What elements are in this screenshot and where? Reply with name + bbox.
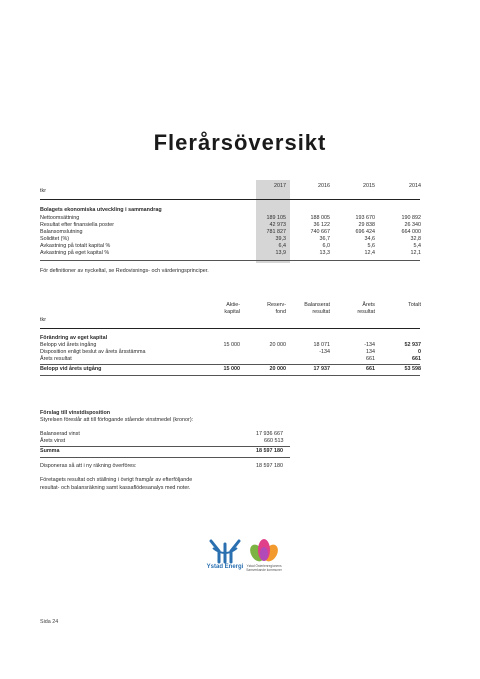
header-line: kapital — [224, 309, 240, 315]
header-line: Aktie- — [226, 302, 240, 308]
header-line: fond — [275, 309, 286, 315]
row-label: Belopp vid årets ingång — [40, 342, 97, 348]
row-label: Avkastning på eget kapital % — [40, 250, 110, 256]
list-item — [40, 438, 290, 445]
list-item — [40, 463, 290, 470]
closing-text: resultat- och balansräkning samt kassaflödesanalys med noter. — [40, 485, 191, 491]
row-label: Disponeras så att i ny räkning överföres: — [40, 463, 137, 469]
section-heading: Förändring av eget kapital — [40, 335, 108, 341]
header-line: Reserv- — [267, 302, 286, 308]
cell: 12,4 — [364, 250, 375, 256]
header-line: resultat — [357, 309, 375, 315]
header-line: Totalt — [408, 302, 421, 308]
table-row — [40, 356, 420, 363]
table-row — [40, 243, 420, 250]
partner-logo-text — [244, 564, 284, 572]
row-label: Disposition enligt beslut av årets årsstämma — [40, 349, 146, 355]
table-row — [40, 236, 420, 243]
cell: 18 597 180 — [256, 448, 283, 454]
cell: 740 667 — [310, 229, 330, 235]
column-header — [381, 302, 421, 309]
cell: 189 105 — [266, 215, 286, 221]
cell: 12,1 — [410, 250, 421, 256]
cell: 17 937 — [313, 366, 330, 372]
divider — [40, 328, 420, 329]
table-row — [40, 342, 420, 349]
divider — [40, 364, 420, 365]
cell: 660 513 — [264, 438, 284, 444]
cell: 190 892 — [401, 215, 421, 221]
cell: 6,4 — [278, 243, 286, 249]
row-label: Nettoomsättning — [40, 215, 80, 221]
column-header — [246, 302, 286, 316]
divider — [40, 446, 290, 447]
header-line: resultat — [312, 309, 330, 315]
page-title: Flerårsöversikt — [153, 130, 327, 155]
sum-row — [40, 448, 290, 455]
cell: 13,9 — [275, 250, 286, 256]
cell: 17 936 667 — [256, 431, 283, 437]
row-label: Årets vinst — [40, 438, 66, 444]
ystad-logo-text: Ystad Energi — [206, 564, 244, 570]
ystad-symbol-icon — [205, 538, 245, 564]
divider — [40, 457, 290, 458]
ystad-energi-logo — [205, 538, 245, 578]
cell: 664 000 — [401, 229, 421, 235]
cell: 15 000 — [223, 366, 240, 372]
cell: 661 — [412, 356, 421, 362]
row-label: Avkastning på totalt kapital % — [40, 243, 111, 249]
closing-text: Företagets resultat och ställning i övrigt framgår av efterföljande — [40, 477, 193, 483]
table-row — [40, 215, 420, 222]
cell: 5,6 — [367, 243, 375, 249]
cell: 18 071 — [313, 342, 330, 348]
year-header-2016: 2016 — [318, 183, 330, 189]
unit-label: tkr — [40, 188, 46, 194]
cell: 6,0 — [322, 243, 330, 249]
row-label: Balanserad vinst — [40, 431, 80, 437]
cell: 696 424 — [355, 229, 375, 235]
row-label: Summa — [40, 448, 60, 454]
header-line: Balanserat — [304, 302, 330, 308]
cell: 42 973 — [269, 222, 286, 228]
table-row — [40, 222, 420, 229]
intro-text: Styrelsen föreslår att till förfogande stående vinstmedel (kronor): — [40, 417, 194, 423]
divider — [40, 260, 420, 261]
cell: 193 670 — [355, 215, 375, 221]
cell: 29 838 — [358, 222, 375, 228]
cell: -134 — [364, 342, 375, 348]
page-number: Sida 24 — [40, 619, 59, 625]
divider — [40, 375, 420, 376]
cell: -134 — [319, 349, 330, 355]
cell: 661 — [366, 356, 375, 362]
lotus-flower-icon — [247, 538, 281, 564]
table-row — [40, 229, 420, 236]
year-header-2014: 2014 — [409, 183, 421, 189]
unit-label: tkr — [40, 317, 46, 323]
partner-text-line: Samverkande kommuner — [246, 568, 282, 572]
definitions-note: För definitioner av nyckeltal, se Redovisnings- och värderingsprinciper. — [40, 268, 209, 274]
cell: 52 937 — [404, 342, 421, 348]
year-header-2015: 2015 — [363, 183, 375, 189]
table-row — [40, 250, 420, 257]
cell: 5,4 — [413, 243, 421, 249]
cell: 26 340 — [404, 222, 421, 228]
partner-text-line: Ystad Österlenregionens — [246, 564, 282, 568]
row-label: Resultat efter finansiella poster — [40, 222, 115, 228]
divider — [40, 199, 420, 200]
list-item — [40, 431, 290, 438]
table-row — [40, 349, 420, 356]
year-header-2017: 2017 — [274, 183, 286, 189]
row-label: Balansomslutning — [40, 229, 83, 235]
partner-lotus-logo — [247, 538, 281, 578]
cell: 0 — [418, 349, 421, 355]
cell: 13,3 — [319, 250, 330, 256]
cell: 661 — [366, 366, 375, 372]
cell: 188 005 — [310, 215, 330, 221]
cell: 36,7 — [319, 236, 330, 242]
cell: 36 122 — [313, 222, 330, 228]
row-label: Belopp vid årets utgång — [40, 366, 102, 372]
row-label: Soliditet (%) — [40, 236, 70, 242]
column-header — [200, 302, 240, 316]
column-header — [290, 302, 330, 316]
cell: 781 827 — [266, 229, 286, 235]
cell: 20 000 — [269, 342, 286, 348]
column-header — [335, 302, 375, 316]
header-line: Årets — [362, 302, 375, 308]
cell: 53 598 — [404, 366, 421, 372]
cell: 134 — [366, 349, 375, 355]
section-heading: Förslag till vinstdisposition — [40, 410, 111, 416]
cell: 20 000 — [269, 366, 286, 372]
cell: 18 597 180 — [256, 463, 283, 469]
row-label: Årets resultat — [40, 356, 72, 362]
cell: 39,3 — [275, 236, 286, 242]
total-row — [40, 366, 420, 373]
cell: 34,6 — [364, 236, 375, 242]
cell: 15 000 — [223, 342, 240, 348]
cell: 32,8 — [410, 236, 421, 242]
section-heading: Bolagets ekonomiska utveckling i sammandrag — [40, 207, 162, 213]
